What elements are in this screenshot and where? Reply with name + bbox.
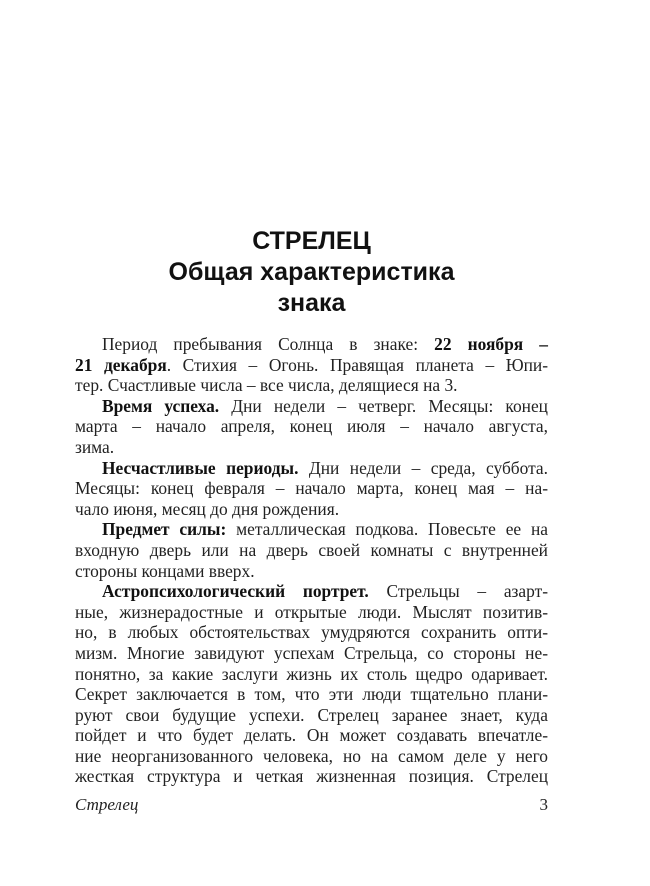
text-line (75, 416, 548, 437)
heading-subtitle-line1: Общая характеристика (168, 258, 455, 286)
line-text: . Стихия – Огонь. Правящая планета – Юпи- (166, 354, 549, 375)
line-text: Месяцы: конец февраля – начало марта, конец мая – на- (75, 478, 548, 499)
heading-subtitle-line2: знака (277, 289, 346, 317)
text-line (75, 334, 548, 355)
line-text: входную дверь или на дверь своей комнаты с внутренней (75, 539, 548, 560)
line-text: Дни недели – четверг. Месяцы: конец (219, 395, 548, 416)
paragraph (75, 334, 548, 396)
text-line (75, 684, 548, 705)
text-line (75, 581, 548, 602)
text-line (75, 766, 548, 787)
line-text: чало июня, месяц до дня рождения. (75, 498, 340, 519)
text-line (75, 478, 548, 499)
text-line (75, 561, 548, 582)
text-line (75, 705, 548, 726)
line-text: ние неорганизованного человека, но на самом деле у него (75, 745, 548, 766)
running-title: Стрелец (75, 795, 139, 814)
line-text: жесткая структура и четкая жизненная позиция. Стрелец (75, 766, 548, 787)
text-line (75, 602, 548, 623)
line-text: ные, жизнерадостные и открытые люди. Мыслят позитив- (75, 601, 548, 622)
line-text: но, в любых обстоятельствах умудряются сохранить опти- (75, 622, 548, 643)
text-line (75, 437, 548, 458)
text-line (75, 396, 548, 417)
line-text: руют свои будущие успехи. Стрелец заранее знает, куда (75, 704, 548, 725)
bold-term: Время успеха. (102, 395, 220, 416)
text-line (75, 622, 548, 643)
line-text: Стрельцы – азарт- (368, 581, 548, 602)
body-text (75, 334, 548, 787)
bold-term: 21 декабря (75, 354, 167, 375)
line-text: пойдет и что будет делать. Он может создавать впечатле- (75, 725, 548, 746)
chapter-heading (75, 226, 548, 319)
line-text: Дни недели – среда, суббота. (298, 457, 548, 478)
text-line (75, 664, 548, 685)
line-text: тер. Счастливые числа – все числа, делящиеся на 3. (75, 375, 458, 396)
paragraph (75, 519, 548, 581)
line-text: мизм. Многие завидуют успехам Стрельца, со стороны не- (75, 642, 548, 663)
line-text: металлическая подкова. Повесьте ее на (226, 519, 548, 540)
paragraph (75, 581, 548, 787)
line-text: понятно, за какие заслуги жизнь их столь щедро одаривает. (75, 663, 548, 684)
text-line (75, 458, 548, 479)
line-text: стороны концами вверх. (75, 560, 255, 581)
bold-term: Несчастливые периоды. (102, 457, 299, 478)
text-line (75, 519, 548, 540)
text-line (75, 355, 548, 376)
line-text: Секрет заключается в том, что эти люди тщательно плани- (75, 684, 548, 705)
heading-sign-name: СТРЕЛЕЦ (252, 227, 371, 255)
line-text: марта – начало апреля, конец июля – начало августа, (75, 416, 548, 437)
bold-term: Предмет силы: (102, 519, 227, 540)
text-line (75, 725, 548, 746)
bold-term: Астропсихологический портрет. (102, 581, 369, 602)
bold-term: 22 ноября – (434, 334, 548, 354)
text-line (75, 375, 548, 396)
text-line (75, 540, 548, 561)
paragraph (75, 458, 548, 520)
paragraph (75, 396, 548, 458)
text-line (75, 499, 548, 520)
text-line (75, 746, 548, 767)
page-number: 3 (539, 795, 548, 814)
line-text: Период пребывания Солнца в знаке: (102, 334, 435, 354)
line-text: зима. (75, 436, 115, 457)
page-footer (75, 795, 548, 815)
text-line (75, 643, 548, 664)
